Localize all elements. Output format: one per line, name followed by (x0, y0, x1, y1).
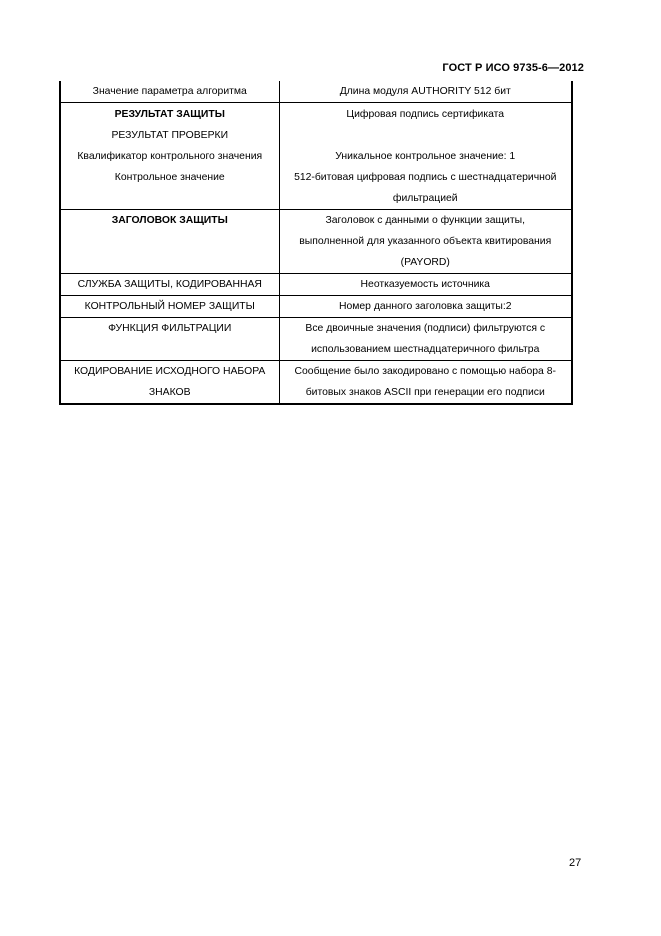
cell-text: Сообщение было закодировано с помощью набора 8- (294, 366, 556, 377)
cell-text: КОДИРОВАНИЕ ИСХОДНОГО НАБОРА (74, 366, 266, 377)
cell-text: СЛУЖБА ЗАЩИТЫ, КОДИРОВАННАЯ (77, 279, 262, 290)
cell-text: Все двоичные значения (подписи) фильтруются с (305, 323, 546, 334)
cell-text: Неотказуемость источника (360, 279, 490, 290)
cell-text: Длина модуля AUTHORITY 512 бит (339, 86, 511, 97)
cell-text: Уникальное контрольное значение: 1 (335, 151, 516, 162)
cell-text: битовых знаков ASCII при генерации его подписи (305, 387, 545, 398)
cell-text: Номер данного заголовка защиты:2 (338, 301, 512, 312)
table-cell-left (60, 81, 279, 103)
cell-text: использованием шестнадцатеричного фильтра (311, 344, 540, 355)
table-cell-right (279, 274, 572, 296)
table-cell-right (279, 296, 572, 318)
table-cell-right (279, 361, 572, 405)
table-cell-right (279, 81, 572, 103)
cell-text: ФУНКЦИЯ ФИЛЬТРАЦИИ (108, 323, 232, 334)
page-number: 27 (569, 857, 582, 869)
table-row (60, 210, 572, 274)
cell-text: выполненной для указанного объекта квитирования (299, 236, 552, 247)
table-row (60, 296, 572, 318)
table-cell-left (60, 274, 279, 296)
table-cell-right (279, 318, 572, 361)
cell-heading: ЗАГОЛОВОК ЗАЩИТЫ (111, 215, 228, 226)
table-row (60, 361, 572, 405)
security-segment-table (59, 81, 573, 405)
cell-text: ЗНАКОВ (148, 387, 191, 398)
table-cell-left (60, 296, 279, 318)
cell-text: Контрольное значение (114, 172, 225, 183)
table-cell-left (60, 103, 279, 210)
cell-spacer (283, 125, 569, 146)
table-cell-left (60, 361, 279, 405)
cell-text: РЕЗУЛЬТАТ ПРОВЕРКИ (111, 130, 229, 141)
cell-text: Цифровая подпись сертификата (346, 109, 505, 120)
table-row (60, 81, 572, 103)
table-cell-left (60, 318, 279, 361)
cell-text: Квалификатор контрольного значения (77, 151, 263, 162)
cell-text: Заголовок с данными о функции защиты, (325, 215, 525, 226)
cell-text: Значение параметра алгоритма (92, 86, 247, 97)
cell-heading: РЕЗУЛЬТАТ ЗАЩИТЫ (114, 109, 225, 120)
table-row (60, 318, 572, 361)
cell-text: фильтрацией (392, 193, 458, 204)
table-row (60, 103, 572, 210)
document-standard-header: ГОСТ Р ИСО 9735-6—2012 (442, 62, 584, 74)
table-cell-left (60, 210, 279, 274)
cell-text: КОНТРОЛЬНЫЙ НОМЕР ЗАЩИТЫ (84, 301, 255, 312)
table-cell-right (279, 210, 572, 274)
table-cell-right (279, 103, 572, 210)
cell-text: 512-битовая цифровая подпись с шестнадцатеричной (294, 172, 557, 183)
table-row (60, 274, 572, 296)
cell-text: (PAYORD) (400, 257, 450, 268)
